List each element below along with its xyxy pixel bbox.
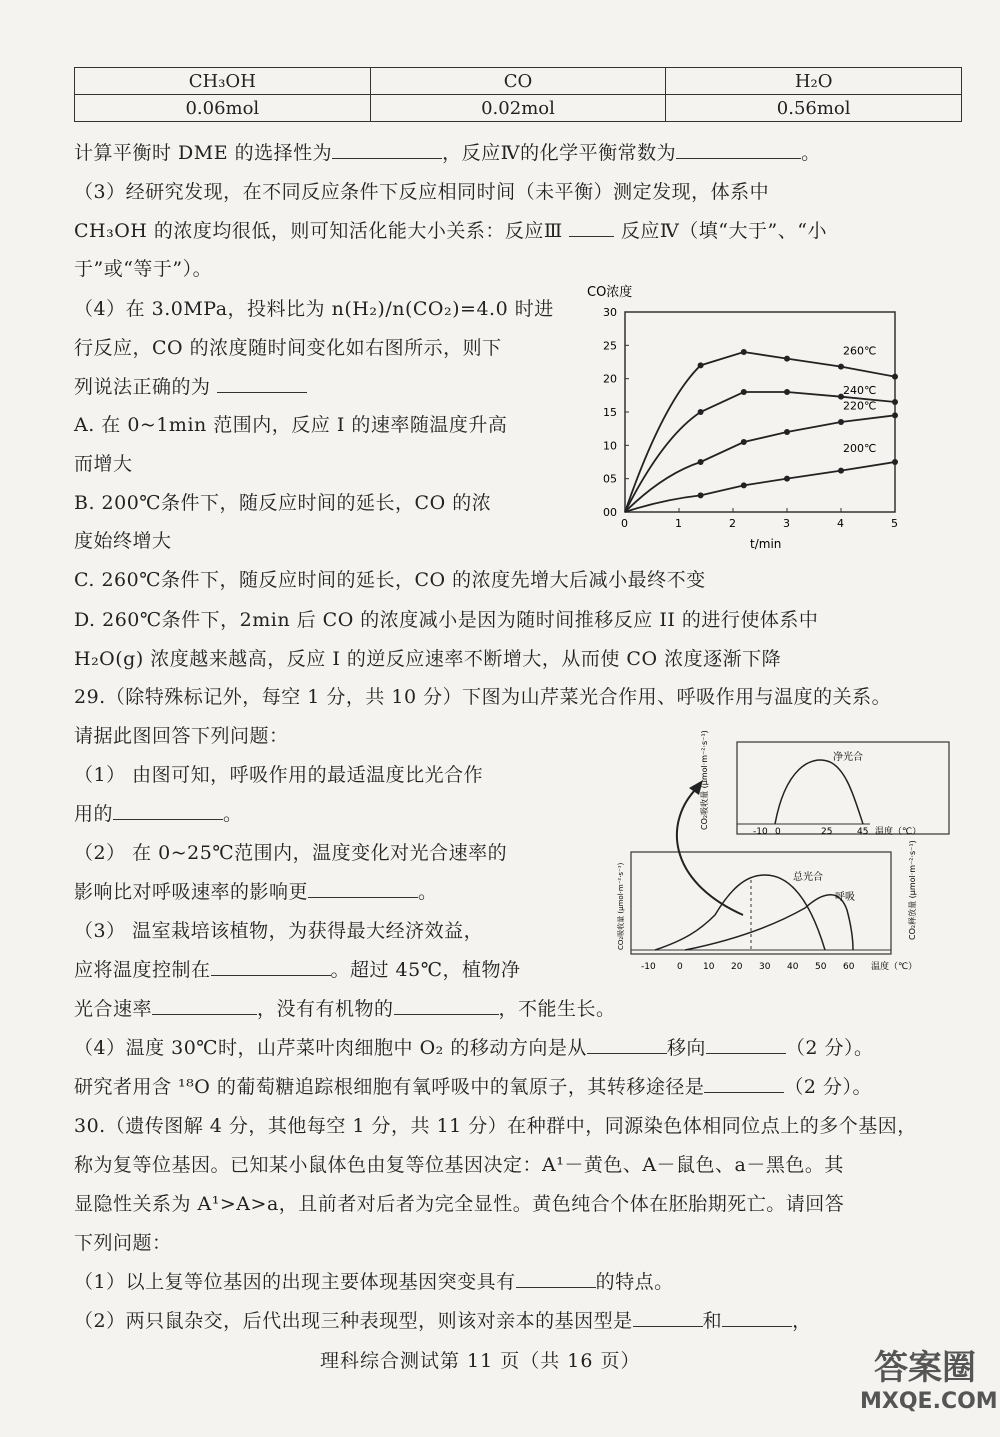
series-label: 260℃ xyxy=(843,344,877,358)
y-tick-label: 20 xyxy=(603,372,617,386)
watermark-logo xyxy=(860,1340,998,1430)
bottom-xtick: 50 xyxy=(815,962,827,972)
gross-photosynthesis-label: 总光合 xyxy=(793,872,823,883)
page-footer: 理科综合测试第 11 页（共 16 页） xyxy=(320,1350,641,1372)
text: （2）两只鼠杂交，后代出现三种表现型，则该对亲本的基因型是 xyxy=(74,1310,633,1332)
respiration-label: 呼吸 xyxy=(835,892,855,903)
top-xtick: 25 xyxy=(821,827,833,837)
option-c: C. 260℃条件下，随反应时间的延长，CO 的浓度先增大后减小最终不变 xyxy=(74,569,706,591)
q29-p3-line2 xyxy=(74,957,521,983)
top-xtick: 0 xyxy=(775,827,781,837)
series-label: 240℃ xyxy=(843,384,877,397)
data-point xyxy=(784,389,790,395)
top-xlabel: 温度（℃） xyxy=(875,827,922,837)
text: （2 分）。 xyxy=(784,1076,873,1098)
q29-p1-line1: （1） 由图可知，呼吸作用的最适温度比光合作 xyxy=(74,764,484,786)
chart-xlabel: t/min xyxy=(750,537,782,551)
text: 列说法正确的为 xyxy=(74,376,211,398)
x-tick-label: 4 xyxy=(837,517,844,530)
text: ，反应Ⅳ的化学平衡常数为 xyxy=(442,142,677,164)
series-label: 220℃ xyxy=(843,399,877,413)
text: 研究者用含 ¹⁸O 的葡萄糖追踪根细胞有氧呼吸中的氧原子，其转移途径是 xyxy=(74,1076,705,1098)
bottom-xtick: 60 xyxy=(843,962,855,972)
text: 影响比对呼吸速率的影响更 xyxy=(74,881,309,903)
question-selectivity xyxy=(74,140,821,166)
x-tick-label: 2 xyxy=(729,517,736,530)
data-point xyxy=(892,374,898,380)
q29-p2-line2 xyxy=(74,879,438,905)
watermark-bottom: MXQE.COM xyxy=(860,1389,998,1414)
data-point xyxy=(838,364,844,370)
text: 应将温度控制在 xyxy=(74,959,211,981)
q3-line2 xyxy=(74,218,827,244)
data-point xyxy=(698,492,704,498)
answer-blank[interactable] xyxy=(676,140,801,159)
q4-line3 xyxy=(74,374,307,400)
answer-blank[interactable] xyxy=(516,1269,596,1288)
photosynthesis-temperature-figure xyxy=(617,730,955,980)
option-d-line1: D. 260℃条件下，2min 后 CO 的浓度减小是因为随时间推移反应 II 的进行使体系中 xyxy=(74,609,819,631)
top-panel-ylabel: CO₂吸收量 (μmol·m⁻²·s⁻¹) xyxy=(700,730,709,830)
text: 移向 xyxy=(666,1037,706,1059)
respiration-curve xyxy=(685,895,853,950)
top-xtick: 45 xyxy=(857,827,869,837)
text: ， xyxy=(792,1310,812,1332)
data-point xyxy=(892,399,898,405)
text: 用的 xyxy=(74,803,114,825)
gross-photosynthesis-curve xyxy=(655,875,825,950)
table-header: H₂O xyxy=(666,68,962,95)
x-tick-label: 5 xyxy=(891,517,898,530)
co-concentration-chart xyxy=(585,282,915,552)
text: 。 xyxy=(418,881,438,903)
text: 计算平衡时 DME 的选择性为 xyxy=(74,142,333,164)
top-xtick: -10 xyxy=(753,827,768,837)
x-tick-label: 1 xyxy=(675,517,682,530)
answer-blank[interactable] xyxy=(332,140,442,159)
data-point xyxy=(698,459,704,465)
bottom-xlabel: 温度（℃） xyxy=(871,962,918,972)
text: 。 xyxy=(223,803,243,825)
option-b-line1: B. 200℃条件下，随反应时间的延长，CO 的浓 xyxy=(74,492,492,514)
data-point xyxy=(838,419,844,425)
table-header: CO xyxy=(370,68,666,95)
text: 。超过 45℃，植物净 xyxy=(330,959,521,981)
q3-line3: 于”或“等于”）。 xyxy=(74,258,213,280)
data-point xyxy=(784,356,790,362)
q29-p1-line2 xyxy=(74,801,243,827)
table-row xyxy=(75,95,962,122)
q29-p2-line1: （2） 在 0~25℃范围内，温度变化对光合速率的 xyxy=(74,842,508,864)
data-point xyxy=(741,482,747,488)
bottom-ylabel-right: CO₂释放量 (μmol·m⁻²·s⁻¹) xyxy=(908,840,917,940)
bottom-xtick: 10 xyxy=(703,962,715,972)
text: 和 xyxy=(702,1310,723,1332)
data-point xyxy=(838,468,844,474)
data-point xyxy=(741,389,747,395)
answer-blank[interactable] xyxy=(217,374,307,393)
net-photosynthesis-label: 净光合 xyxy=(833,752,863,763)
data-point xyxy=(892,412,898,418)
option-b-line2: 度始终增大 xyxy=(74,530,172,552)
text: （4）温度 30℃时，山芹菜叶肉细胞中 O₂ 的移动方向是从 xyxy=(74,1037,587,1059)
bottom-xtick: -10 xyxy=(641,962,656,972)
text: ，不能生长。 xyxy=(498,998,616,1020)
data-point xyxy=(741,349,747,355)
answer-blank[interactable] xyxy=(569,218,614,237)
answer-blank[interactable] xyxy=(308,879,418,898)
answer-blank[interactable] xyxy=(113,801,223,820)
q29-line1: 29.（除特殊标记外，每空 1 分，共 10 分）下图为山芹菜光合作用、呼吸作用与温度的关系。 xyxy=(74,686,892,708)
q30-p1 xyxy=(74,1269,674,1295)
answer-blank[interactable] xyxy=(394,996,499,1015)
data-point xyxy=(784,476,790,482)
q30-line2: 称为复等位基因。已知某小鼠体色由复等位基因决定：A¹－黄色、A－鼠色、a－黑色。其 xyxy=(74,1154,844,1176)
q4-line1: （4）在 3.0MPa，投料比为 n(H₂)/n(CO₂)=4.0 时进 xyxy=(74,298,554,320)
answer-blank[interactable] xyxy=(706,1035,786,1054)
text: CH₃OH 的浓度均很低，则可知活化能大小关系：反应Ⅲ xyxy=(74,220,563,242)
table-cell: 0.06mol xyxy=(75,95,371,122)
q30-line4: 下列问题： xyxy=(74,1232,172,1254)
answer-blank[interactable] xyxy=(211,957,331,976)
equilibrium-table xyxy=(74,67,962,122)
bottom-xtick: 30 xyxy=(759,962,771,972)
bottom-xtick: 20 xyxy=(731,962,743,972)
bottom-xtick: 0 xyxy=(677,962,683,972)
q3-line1: （3）经研究发现，在不同反应条件下反应相同时间（未平衡）测定发现，体系中 xyxy=(74,181,770,203)
q29-p5 xyxy=(74,1074,872,1100)
net-photosynthesis-curve xyxy=(775,760,863,824)
chart-ylabel: CO浓度 xyxy=(587,285,633,300)
option-a-line2: 而增大 xyxy=(74,453,133,475)
series-line xyxy=(625,415,895,512)
answer-blank[interactable] xyxy=(722,1308,792,1327)
series-label: 200℃ xyxy=(843,442,877,455)
data-point xyxy=(698,362,704,368)
answer-blank[interactable] xyxy=(152,996,257,1015)
data-point xyxy=(892,459,898,465)
q29-line2: 请据此图回答下列问题： xyxy=(74,725,289,747)
y-tick-label: 25 xyxy=(603,339,617,353)
series-line xyxy=(625,352,895,512)
watermark-top: 答案圈 xyxy=(874,1348,976,1388)
q29-p3-line3 xyxy=(74,996,616,1022)
text: 。 xyxy=(801,142,821,164)
text: ，没有有机物的 xyxy=(257,998,394,1020)
x-tick-label: 3 xyxy=(783,517,790,530)
y-tick-label: 00 xyxy=(603,506,617,519)
answer-blank[interactable] xyxy=(587,1035,667,1054)
table-cell: 0.56mol xyxy=(666,95,962,122)
y-tick-label: 30 xyxy=(603,306,617,319)
q30-line3: 显隐性关系为 A¹>A>a，且前者对后者为完全显性。黄色纯合个体在胚胎期死亡。请回答 xyxy=(74,1193,845,1215)
text: 的特点。 xyxy=(595,1271,674,1293)
table-header: CH₃OH xyxy=(75,68,371,95)
data-point xyxy=(784,429,790,435)
bottom-ylabel-left: CO₂吸收量 (μmol·m⁻²·s⁻¹) xyxy=(617,862,625,950)
data-point xyxy=(741,439,747,445)
text: 反应Ⅳ（填“大于”、“小 xyxy=(620,220,827,242)
bottom-xtick: 40 xyxy=(787,962,799,972)
text: 光合速率 xyxy=(74,998,153,1020)
answer-blank[interactable] xyxy=(633,1308,703,1327)
option-a-line1: A. 在 0~1min 范围内，反应 I 的速率随温度升高 xyxy=(74,414,508,436)
x-tick-label: 0 xyxy=(621,517,628,530)
y-tick-label: 05 xyxy=(603,472,617,486)
table-header-row xyxy=(75,68,962,95)
q30-p2 xyxy=(74,1308,812,1334)
series-line xyxy=(625,462,895,512)
y-tick-label: 15 xyxy=(603,406,617,419)
text: （2 分）。 xyxy=(785,1037,874,1059)
q29-p4 xyxy=(74,1035,874,1061)
q4-line2: 行反应，CO 的浓度随时间变化如右图所示，则下 xyxy=(74,337,502,359)
answer-blank[interactable] xyxy=(704,1074,784,1093)
option-d-line2: H₂O(g) 浓度越来越高，反应 I 的逆反应速率不断增大，从而使 CO 浓度逐渐下降 xyxy=(74,648,782,670)
q29-p3-line1: （3） 温室栽培该植物，为获得最大经济效益， xyxy=(74,920,484,942)
y-tick-label: 10 xyxy=(603,439,617,453)
data-point xyxy=(698,409,704,415)
table-cell: 0.02mol xyxy=(370,95,666,122)
q30-line1: 30.（遗传图解 4 分，其他每空 1 分，共 11 分）在种群中，同源染色体相同位点上的多个基因， xyxy=(74,1115,917,1137)
text: （1）以上复等位基因的出现主要体现基因突变具有 xyxy=(74,1271,516,1293)
